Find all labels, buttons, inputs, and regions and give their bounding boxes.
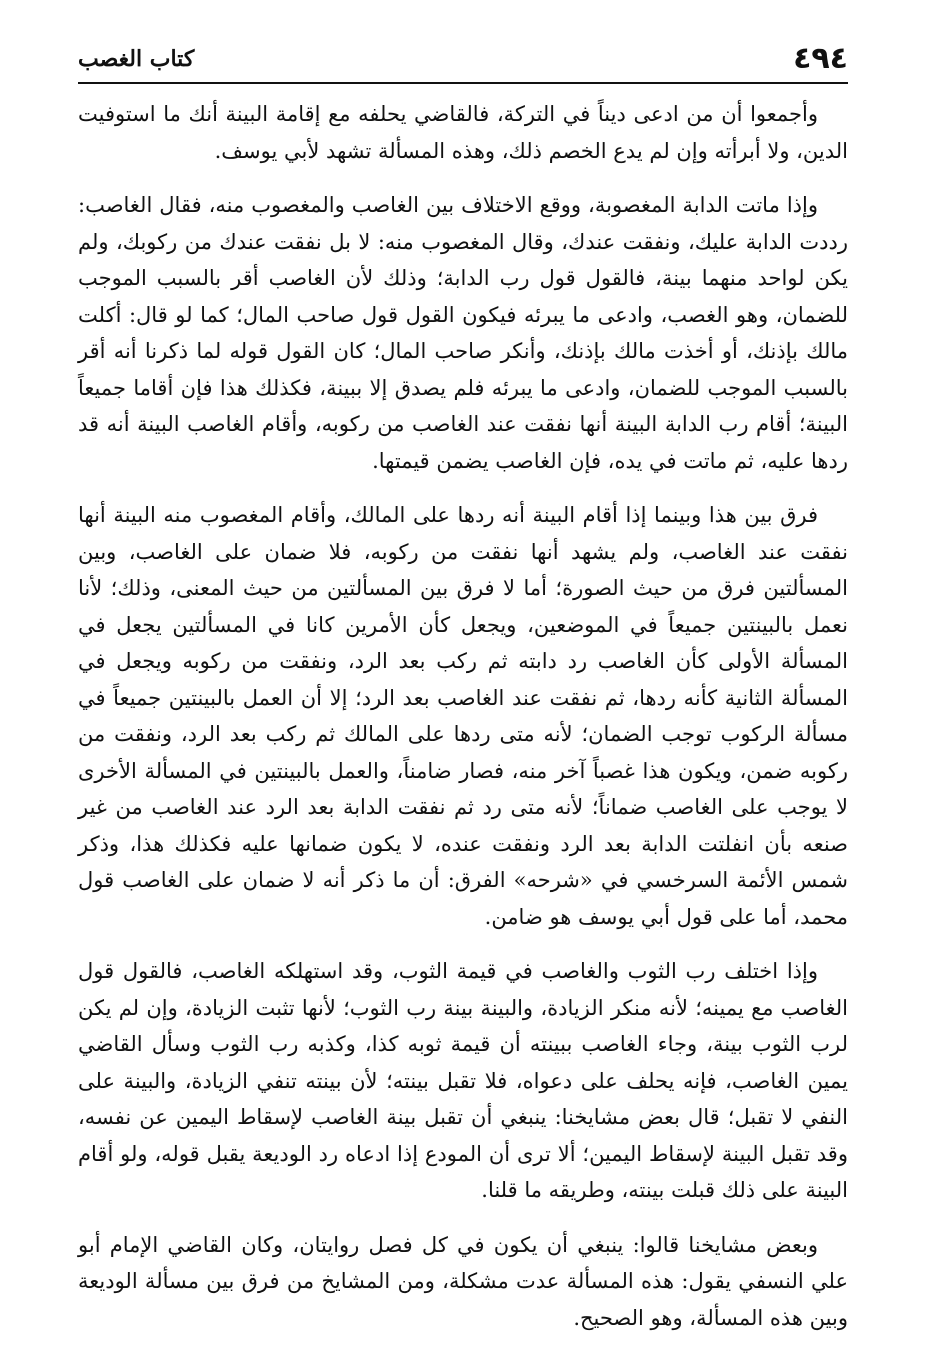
paragraph: وبعض مشايخنا قالوا: ينبغي أن يكون في كل فصل روايتان، وكان القاضي الإمام أبو علي النسفي يقول: هذه المسألة عدت مشكلة، ومن المشايخ من فرق بين مسألة الوديعة وبين هذه المسألة، وهو الصحيح. [78, 1232, 848, 1330]
paragraph: وإذا ماتت الدابة المغصوبة، ووقع الاختلاف بين الغاصب والمغصوب منه، فقال الغاصب: رددت الدابة عليك، ونفقت عندك، وقال المغصوب منه: لا بل نفقت عندك من ركوبك، ولم يكن لواحد منهما بينة، فالقول قول رب الدابة؛ وذلك لأن الغاصب أقر بالسبب الموجب للضمان، وهو الغصب، وادعى ما يبرئه فيكون القول قول صاحب المال؛ كما لو قال: أكلت مالك بإذنك، أو أخذت مالك بإذنك، وأنكر صاحب المال؛ كان القول قوله لما ذكرنا أنه أقر بالسبب الموجب للضمان، وادعى ما يبرئه فلم يصدق إلا ببينة، فكذلك هذا فإن أقاما جميعاً البينة؛ أقام رب الدابة البينة أنها نفقت عند الغاصب من ركوبه، وأقام الغاصب البينة أنه قد ردها عليه، ثم ماتت في يده، فإن الغاصب يضمن قيمتها. [78, 193, 848, 473]
running-header [78, 40, 848, 78]
page-number: ٤٩٤ [793, 41, 848, 76]
paragraph: وأجمعوا أن من ادعى ديناً في التركة، فالقاضي يحلفه مع إقامة البينة أنك ما استوفيت الدين، ولا أبرأته وإن لم يدع الخصم ذلك، وهذه المسألة تشهد لأبي يوسف. [78, 102, 848, 163]
header-rule [78, 82, 848, 84]
paragraph: فرق بين هذا وبينما إذا أقام البينة أنه ردها على المالك، وأقام المغصوب منه البينة أنها نفقت عند الغاصب، ولم يشهد أنها نفقت من ركوبه، فلا ضمان على الغاصب، وبين المسألتين فرق من حيث الصورة؛ أما لا فرق بين المسألتين من حيث المعنى، وذلك؛ لأنا نعمل بالبينتين جميعاً في الموضعين، ويجعل كأن الأمرين كانا في المسألتين يجعل في المسألة الأولى كأن الغاصب رد دابته ثم ركب بعد الرد، ونفقت من ركوبه ويجعل في المسألة الثانية كأنه ردها، ثم نفقت عند الغاصب بعد الرد؛ إلا أن العمل بالبينتين جميعاً في مسألة الركوب توجب الضمان؛ لأنه متى ردها على المالك ثم ركب بعد الرد، ونفقت من ركوبه ضمن، ويكون هذا غصباً آخر منه، فصار ضامناً، والعمل بالبينتين في المسألة الأخرى لا يوجب على الغاصب ضماناً؛ لأنه متى رد ثم نفقت الدابة بعد الرد عند الغاصب من غير صنعه بأن انفلتت الدابة بعد الرد ونفقت عنده، لا يكون ضمانها عليه فكذلك هذا، وذكر شمس الأئمة السرخسي في «شرحه» الفرق: أن ما ذكر أنه لا ضمان على الغاصب قول محمد، أما على قول أبي يوسف هو ضامن. [78, 503, 848, 929]
main-text [78, 96, 848, 1354]
book-title: كتاب الغصب [78, 46, 195, 72]
paragraph: وإذا اختلف رب الثوب والغاصب في قيمة الثوب، وقد استهلكه الغاصب، فالقول قول الغاصب مع يمينه؛ لأنه منكر الزيادة، والبينة بينة رب الثوب؛ لأنها تثبت الزيادة، وإن لم يكن لرب الثوب بينة، وجاء الغاصب ببينته أن قيمة ثوبه كذا، وكذبه رب الثوب وسأل القاضي يمين الغاصب، فإنه يحلف على دعواه، فلا تقبل بينته؛ لأن بينته تنفي الزيادة، والبينة على النفي لا تقبل؛ قال بعض مشايخنا: ينبغي أن تقبل بينة الغاصب لإسقاط اليمين عن نفسه، وقد تقبل البينة لإسقاط اليمين؛ ألا ترى أن المودع إذا ادعاه رد الوديعة يقبل قوله، ولو أقام البينة على ذلك قبلت بينته، وطريقه ما قلنا. [78, 959, 848, 1202]
